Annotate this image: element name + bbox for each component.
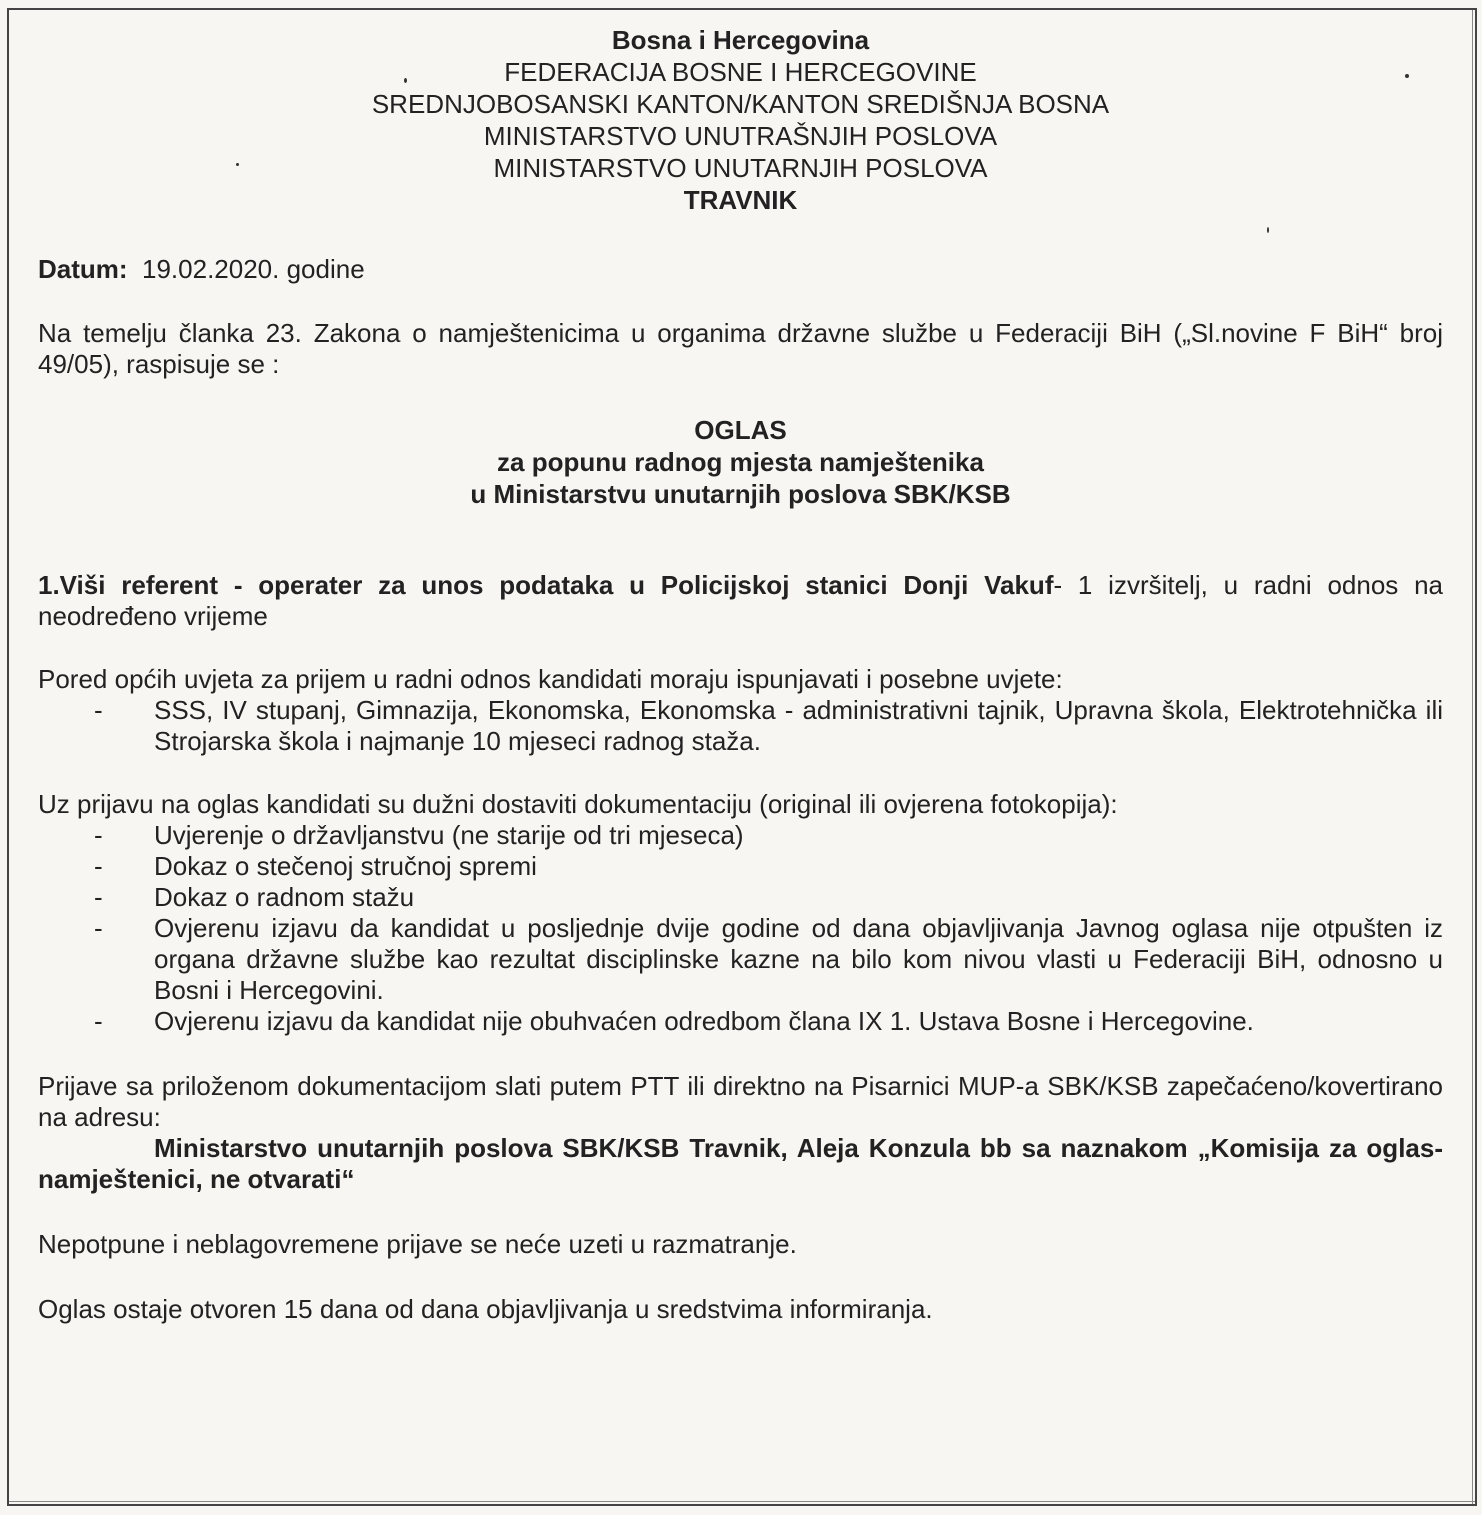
header-canton: SREDNJOBOSANSKI KANTON/KANTON SREDIŠNJA BOSNA xyxy=(371,89,1110,119)
list-item xyxy=(38,913,1443,1006)
list-item-text: SSS, IV stupanj, Gimnazija, Ekonomska, Ekonomska - administrativni tajnik, Upravna škola, Elektrotehnička ili Strojarska škola i najmanje 10 mjeseci radnog staža. xyxy=(154,695,1443,756)
list-item xyxy=(38,851,1443,882)
list-item-text: Ovjerenu izjavu da kandidat u posljednje dvije godine od dana objavljivanja Javnog oglasa nije otpušten iz organa državne službe kao rezultat disciplinske kazne na bilo kom nivou vlasti u Federaciji BiH, odnosno u Bosni i Hercegovini. xyxy=(154,913,1443,1005)
announcement-title xyxy=(38,414,1443,510)
position-title: 1.Viši referent - operater za unos podataka u Policijskoj stanici Donji Vakuf xyxy=(38,570,1054,600)
list-item xyxy=(38,820,1443,851)
conditions-list xyxy=(38,695,1443,757)
list-item xyxy=(38,695,1443,757)
date-line xyxy=(38,254,1443,284)
dash-bullet: - xyxy=(94,882,103,912)
document-content xyxy=(38,24,1443,1325)
list-item xyxy=(38,882,1443,913)
header-federation: FEDERACIJA BOSNE I HERCEGOVINE xyxy=(504,57,977,87)
border-line-right xyxy=(1472,10,1473,1504)
title-oglas: OGLAS xyxy=(694,415,787,445)
open-period-notice: Oglas ostaje otvoren 15 dana od dana objavljivanja u sredstvima informiranja. xyxy=(38,1294,933,1324)
title-subtitle-2: u Ministarstvu unutarnjih poslova SBK/KSB xyxy=(470,479,1011,509)
position-details: - 1 izvršitelj, u radni odnos na neodređeno vrijeme xyxy=(38,570,1443,631)
title-subtitle-1: za popunu radnog mjesta namještenika xyxy=(497,447,984,477)
date-value: 19.02.2020. godine xyxy=(142,254,365,284)
list-item xyxy=(38,1006,1443,1037)
list-item-text: Ovjerenu izjavu da kandidat nije obuhvaćen odredbom člana IX 1. Ustava Bosne i Hercegovine. xyxy=(154,1006,1254,1036)
list-item-text: Dokaz o stečenoj stručnoj spremi xyxy=(154,851,537,881)
header-ministry-2: MINISTARSTVO UNUTARNJIH POSLOVA xyxy=(493,153,988,183)
header-city: TRAVNIK xyxy=(683,185,798,215)
document-header xyxy=(38,24,1443,216)
conditions-intro: Pored općih uvjeta za prijem u radni odnos kandidati moraju ispunjavati i posebne uvjete: xyxy=(38,664,1063,694)
dash-bullet: - xyxy=(94,851,103,881)
incomplete-notice: Nepotpune i neblagovremene prijave se neće uzeti u razmatranje. xyxy=(38,1229,797,1259)
documents-list xyxy=(38,820,1443,1037)
position-paragraph xyxy=(38,570,1443,632)
intro-paragraph: Na temelju članka 23. Zakona o namještenicima u organima državne službe u Federaciji BiH („Sl.novine F BiH“ broj 49/05), raspisuje se : xyxy=(38,318,1443,379)
dash-bullet: - xyxy=(94,695,103,725)
dash-bullet: - xyxy=(94,1006,103,1036)
dash-bullet: - xyxy=(94,913,103,943)
list-item-text: Uvjerenje o državljanstvu (ne starije od tri mjeseca) xyxy=(154,820,744,850)
documents-intro: Uz prijavu na oglas kandidati su dužni dostaviti dokumentaciju (original ili ovjerena fotokopija): xyxy=(38,789,1118,819)
list-item-text: Dokaz o radnom stažu xyxy=(154,882,415,912)
dash-bullet: - xyxy=(94,820,103,850)
border-line-bottom xyxy=(9,1501,1475,1502)
submission-paragraph: Prijave sa priloženom dokumentacijom slati putem PTT ili direktno na Pisarnici MUP-a SBK/KSB zapečaćeno/kovertirano na adresu: xyxy=(38,1071,1443,1132)
date-label: Datum: xyxy=(38,254,128,284)
header-ministry-1: MINISTARSTVO UNUTRAŠNJIH POSLOVA xyxy=(483,121,998,151)
header-country: Bosna i Hercegovina xyxy=(611,25,870,55)
submission-address: Ministarstvo unutarnjih poslova SBK/KSB Travnik, Aleja Konzula bb sa naznakom „Komisija za oglas-namještenici, ne otvarati“ xyxy=(38,1133,1443,1194)
